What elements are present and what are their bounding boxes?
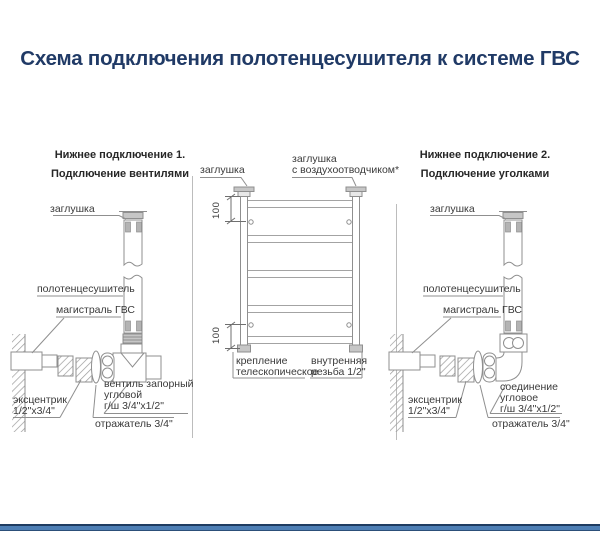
left-towel-rail-label: полотенцесушитель: [37, 283, 135, 295]
right-plug-label: заглушка: [430, 203, 475, 215]
page-title: Схема подключения полотенцесушителя к системе ГВС: [20, 47, 580, 70]
center-air-vent-plug-label: [292, 154, 399, 176]
right-eccentric-label-line2: 1/2"x3/4": [408, 405, 450, 417]
footer-accent-bar: [0, 526, 600, 531]
telescopic-mount-label: [236, 356, 318, 378]
internal-thread-label: [311, 356, 367, 378]
left-valve-label: [104, 379, 194, 412]
right-towel-rail-label: полотенцесушитель: [423, 283, 521, 295]
right-elbow-art: [483, 334, 527, 382]
right-reflector-art: [474, 351, 483, 383]
left-section-heading-1: Нижнее подключение 1.: [54, 149, 186, 161]
left-hot-water-main-label: магистраль ГВС: [56, 304, 135, 316]
right-corner-connection-label: [500, 382, 560, 415]
left-eccentric-label: [13, 395, 67, 417]
left-supply-pipe-art: [11, 352, 57, 370]
left-valve-label-line3: г/ш 3/4"x1/2": [104, 400, 164, 412]
left-valve-label-line1: вентиль запорный: [104, 378, 194, 390]
ladder-rung-lines: [248, 201, 353, 344]
right-hot-water-main-label: магистраль ГВС: [443, 304, 522, 316]
right-eccentric-art: [440, 356, 474, 382]
dimension-100-top: 100: [211, 201, 222, 219]
center-air-vent-plug-line2: с воздухоотводчиком*: [292, 164, 400, 176]
right-eccentric-label: [408, 395, 462, 417]
left-valve-label-line2: угловой: [104, 389, 143, 401]
left-eccentric-label-line1: эксцентрик: [13, 394, 67, 406]
dimension-marks: [225, 194, 246, 351]
right-section-heading-1: Нижнее подключение 2.: [419, 149, 551, 161]
left-section-heading-2: Подключение вентилями: [51, 168, 189, 180]
internal-thread-line1: внутренняя: [311, 355, 368, 367]
right-corner-connection-line1: соединение: [500, 381, 558, 393]
center-plug-label: заглушка: [200, 164, 245, 176]
right-reflector-label: отражатель 3/4": [492, 418, 570, 430]
right-eccentric-label-line1: эксцентрик: [408, 394, 462, 406]
left-reflector-label: отражатель 3/4": [95, 418, 173, 430]
telescopic-mount-line2: телескопическое: [236, 366, 319, 378]
left-reflector-art: [92, 351, 101, 383]
center-air-vent-plug-line1: заглушка: [292, 153, 337, 165]
left-plug-label: заглушка: [50, 203, 95, 215]
telescopic-mount-line1: крепление: [236, 355, 288, 367]
ladder-rails-art: [234, 187, 366, 352]
right-corner-connection-line3: г/ш 3/4"x1/2": [500, 403, 560, 415]
right-supply-pipe-art: [389, 352, 435, 370]
internal-thread-line2: резьба 1/2": [311, 366, 366, 378]
right-section-heading-2: Подключение уголками: [420, 168, 550, 180]
dimension-100-bottom: 100: [211, 326, 222, 344]
right-corner-connection-line2: угловое: [500, 392, 539, 404]
left-eccentric-label-line2: 1/2"x3/4": [13, 405, 55, 417]
left-eccentric-art: [58, 356, 92, 382]
right-wall-art: [390, 334, 403, 432]
left-valve-art: [101, 334, 161, 382]
